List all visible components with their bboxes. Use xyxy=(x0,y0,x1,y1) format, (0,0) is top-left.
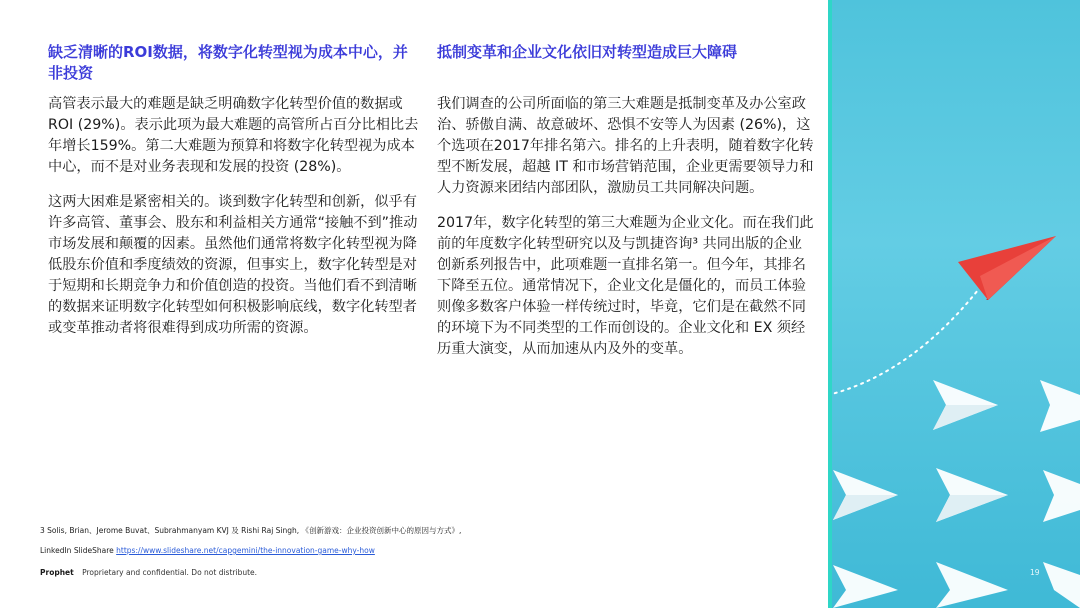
footer-brand: Prophet xyxy=(40,568,74,577)
flight-trail xyxy=(828,290,978,395)
footnote-source xyxy=(40,541,461,561)
left-column xyxy=(48,42,420,353)
left-paragraph-1: 高管表示最大的难题是缺乏明确数字化转型价值的数据或 ROI (29%)。表示此项为最大难题的高管所占百分比相比去年增长159%。第二大难题为预算和将数字化转型视为成本中心，而不是对业务表现和发展的投资 (28%)。 xyxy=(48,96,419,175)
panel-accent-border xyxy=(828,0,832,608)
footer xyxy=(40,568,257,577)
right-paragraph-2: 2017年，数字化转型的第三大难题为企业文化。而在我们此前的年度数字化转型研究以及与凯捷咨询³ 共同出版的企业创新系列报告中，此项难题一直排名第一。但今年，其排名下降至五位。通常情况下，企业文化是僵化的，而员工体验则像多数客户体验一样传统过时，毕竟，它们是在截然不同的环境下为不同类型的工作而创设的。企业文化和 EX 须经历重大演变，从而加速从内及外的变革。 xyxy=(437,215,814,357)
paper-planes-illustration xyxy=(828,0,1080,608)
decorative-image-panel xyxy=(828,0,1080,608)
footnote-source-label: LinkedIn SlideShare xyxy=(40,546,117,555)
right-paragraph-1: 我们调查的公司所面临的第三大难题是抵制变革及办公室政治、骄傲自满、故意破坏、恐惧不安等人为因素 (26%)，这个选项在2017年排名第六。排名的上升表明，随着数字化转型不断发展，超越 IT 和市场营销范围，企业更需要领导力和人力资源来团结内部团队，激励员工共同解决问题。 xyxy=(437,96,814,196)
footer-disclaimer: Proprietary and confidential. Do not distribute. xyxy=(82,568,258,577)
page-number: 19 xyxy=(1030,568,1040,577)
right-column xyxy=(437,42,815,374)
left-heading: 缺乏清晰的ROI数据，将数字化转型视为成本中心，并非投资 xyxy=(48,43,408,82)
paper-plane-white-icon xyxy=(833,380,1080,608)
left-paragraph-2: 这两大困难是紧密相关的。谈到数字化转型和创新，似乎有许多高管、董事会、股东和利益相关方通常“接触不到”推动市场发展和颠覆的因素。虽然他们通常将数字化转型视为降低股东价值和季度绩效的资源，但事实上，数字化转型是对于短期和长期竞争力和价值创造的投资。当他们看不到清晰的数据来证明数字化转型如何积极影响底线，数字化转型者或变革推动者将很难得到成功所需的资源。 xyxy=(48,194,418,336)
paper-plane-red-icon xyxy=(958,236,1056,300)
footnote-link[interactable]: https://www.slideshare.net/capgemini/the-innovation-game-why-how xyxy=(116,546,375,555)
right-heading: 抵制变革和企业文化依旧对转型造成巨大障碍 xyxy=(437,43,738,61)
footnote-citation: 3 Solis, Brian、Jerome Buvat、Subrahmanyam KVJ 及 Rishi Raj Singh, 《创新游戏：企业投资创新中心的原因与方式》, xyxy=(40,526,462,535)
footnote xyxy=(40,521,461,561)
